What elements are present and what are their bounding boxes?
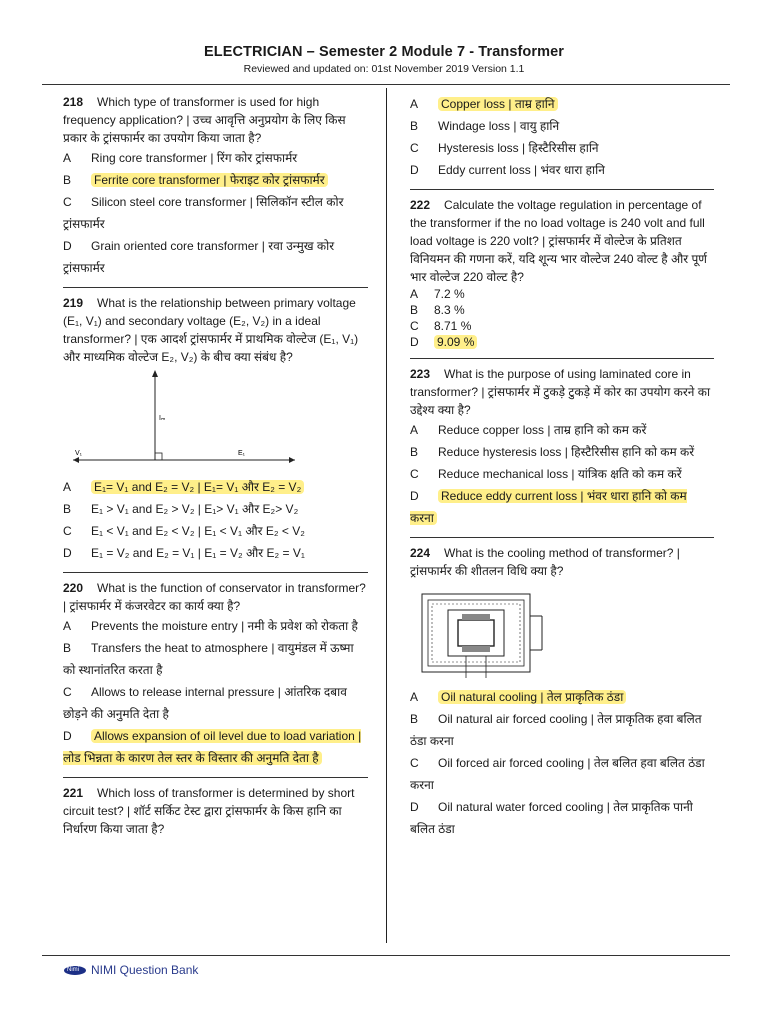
answer-highlight: E₁= V₁ and E₂ = V₂ | E₁= V₁ और E₂ = V₂ xyxy=(91,480,304,494)
option-d[interactable]: D 9.09 % xyxy=(410,334,714,350)
question-223 xyxy=(410,365,714,529)
question-separator xyxy=(410,537,714,538)
option-c[interactable]: C 8.71 % xyxy=(410,319,472,333)
question-text: Which type of transformer is used for high frequency application? | उच्च आवृत्ति अनुप्रयोग के लिए किस प्रकार के ट्रांसफार्मर का उपयोग किया जाता है? xyxy=(63,95,346,145)
nimi-logo-icon: Nimi xyxy=(64,966,86,975)
option-b[interactable]: B Transfers the heat to atmosphere | वायुमंडल में ऊष्मा को स्थानांतरित करता है xyxy=(63,641,354,677)
question-separator xyxy=(63,572,368,573)
question-text: What is the cooling method of transformer? | ट्रांसफार्मर की शीतलन विधि क्या है? xyxy=(410,546,680,578)
question-number: 224 xyxy=(410,546,431,560)
page-header xyxy=(0,44,768,75)
question-number: 218 xyxy=(63,95,84,109)
question-text: Calculate the voltage regulation in percentage of the transformer if the no load voltage is 240 volt and full load voltage is 220 volt? | ट्रांसफार्मर में वोल्टेज के प्रतिशत विनियमन की गणना करें, यदि शून्य भार वोल्टेज 240 वोल्ट है और पूर्ण भार वोल्टेज 220 वोल्ट है? xyxy=(410,198,707,284)
question-number: 219 xyxy=(63,296,84,310)
column-divider xyxy=(386,88,387,943)
option-c[interactable]: C Reduce mechanical loss | यांत्रिक क्षति को कम करें xyxy=(410,467,682,481)
left-column xyxy=(63,93,368,838)
answer-highlight: Reduce eddy current loss | भंवर धारा हानि को कम करना xyxy=(410,489,687,525)
option-a[interactable]: A E₁= V₁ and E₂ = V₂ | E₁= V₁ और E₂ = V₂ xyxy=(63,476,368,498)
option-b[interactable]: B Oil natural air forced cooling | तेल प्राकृतिक हवा बलित ठंडा करना xyxy=(410,712,702,748)
option-b[interactable]: B Ferrite core transformer | फेराइट कोर ट्रांसफार्मर xyxy=(63,169,368,191)
footer-rule xyxy=(42,955,730,956)
question-220 xyxy=(63,579,368,769)
answer-highlight: Copper loss | ताम्र हानि xyxy=(438,97,558,111)
question-218 xyxy=(63,93,368,279)
header-rule xyxy=(42,84,730,85)
question-221-options xyxy=(410,93,714,181)
question-number: 221 xyxy=(63,786,84,800)
question-221 xyxy=(63,784,368,838)
question-separator xyxy=(63,287,368,288)
footer xyxy=(64,963,198,977)
option-c[interactable]: C Allows to release internal pressure | आंतरिक दबाव छोड़ने की अनुमति देता है xyxy=(63,685,347,721)
option-c[interactable]: C Silicon steel core transformer | सिलिकॉन स्टील कोर ट्रांसफार्मर xyxy=(63,195,344,231)
question-text: What is the function of conservator in transformer? | ट्रांसफार्मर में कंजरवेटर का कार्य क्या है? xyxy=(63,581,366,613)
option-a[interactable]: A Oil natural cooling | तेल प्राकृतिक ठंडा xyxy=(410,686,714,708)
option-a[interactable]: A Reduce copper loss | ताम्र हानि को कम करें xyxy=(410,423,647,437)
question-separator xyxy=(63,777,368,778)
option-b[interactable]: B Reduce hysteresis loss | हिस्टैरिसीस हानि को कम करें xyxy=(410,445,695,459)
option-c[interactable]: C Hysteresis loss | हिस्टैरिसीस हानि xyxy=(410,141,599,155)
question-text: Which loss of transformer is determined by short circuit test? | शॉर्ट सर्किट टेस्ट द्वारा ट्रांसफार्मर के किस हानि का निर्धारण किया जाता है? xyxy=(63,786,355,836)
option-b[interactable]: B Windage loss | वायु हानि xyxy=(410,119,560,133)
question-text: What is the purpose of using laminated core in transformer? | ट्रांसफार्मर में टुकड़े टुकड़े में कोर का उपयोग करने का उद्देश्य क्या है? xyxy=(410,367,711,417)
option-b[interactable]: B 8.3 % xyxy=(410,303,465,317)
question-number: 222 xyxy=(410,198,431,212)
question-219 xyxy=(63,294,368,564)
im-label: Iₘ xyxy=(159,415,166,422)
right-column xyxy=(410,93,714,840)
option-d[interactable]: D Oil natural water forced cooling | तेल प्राकृतिक पानी बलित ठंडा xyxy=(410,800,693,836)
option-c[interactable]: C Oil forced air forced cooling | तेल बलित हवा बलित ठंडा करना xyxy=(410,756,705,792)
answer-highlight: Allows expansion of oil level due to load variation | लोड भिन्नता के कारण तेल स्तर के विस्तार की अनुमति देता है xyxy=(63,729,362,765)
answer-highlight: Oil natural cooling | तेल प्राकृतिक ठंडा xyxy=(438,690,626,704)
page-title: ELECTRICIAN – Semester 2 Module 7 - Transformer xyxy=(203,44,565,60)
option-d[interactable]: D Grain oriented core transformer | रवा उन्मुख कोर ट्रांसफार्मर xyxy=(63,239,335,275)
question-separator xyxy=(410,189,714,190)
option-a[interactable]: A 7.2 % xyxy=(410,287,465,301)
transformer-tank-diagram xyxy=(418,586,548,682)
phasor-diagram xyxy=(63,366,303,476)
question-text: What is the relationship between primary voltage (E₁, V₁) and secondary voltage (E₂, V₂) in a ideal transformer? | एक आदर्श ट्रांसफार्मर में प्राथमिक वोल्टेज (E₁, V₁) और माध्यमिक वोल्टेज E₂, V₂) के बीच क्या संबंध है? xyxy=(63,296,359,364)
answer-highlight: Ferrite core transformer | फेराइट कोर ट्रांसफार्मर xyxy=(91,173,328,187)
question-separator xyxy=(410,358,714,359)
question-number: 223 xyxy=(410,367,431,381)
question-number: 220 xyxy=(63,581,84,595)
option-b[interactable]: B E₁ > V₁ and E₂ > V₂ | E₁> V₁ और E₂> V₂ xyxy=(63,502,299,516)
footer-text: NIMI Question Bank xyxy=(91,963,199,977)
option-d[interactable]: D Allows expansion of oil level due to load variation | लोड भिन्नता के कारण तेल स्तर के विस्तार की अनुमति देता है xyxy=(63,729,362,765)
question-224 xyxy=(410,544,714,840)
answer-highlight: 9.09 % xyxy=(434,335,477,349)
option-a[interactable]: A Ring core transformer | रिंग कोर ट्रांसफार्मर xyxy=(63,151,298,165)
option-a[interactable]: A Copper loss | ताम्र हानि xyxy=(410,93,714,115)
v1-label: V₁ xyxy=(75,450,83,457)
option-c[interactable]: C E₁ < V₁ and E₂ < V₂ | E₁ < V₁ और E₂ < V₂ xyxy=(63,524,305,538)
option-d[interactable]: D Reduce eddy current loss | भंवर धारा हानि को कम करना xyxy=(410,489,687,525)
option-a[interactable]: A Prevents the moisture entry | नमी के प्रवेश को रोकता है xyxy=(63,619,358,633)
option-d[interactable]: D Eddy current loss | भंवर धारा हानि xyxy=(410,163,605,177)
option-d[interactable]: D E₁ = V₂ and E₂ = V₁ | E₁ = V₂ और E₂ = V₁ xyxy=(63,546,305,560)
page-subtitle: Reviewed and updated on: 01st November 2019 Version 1.1 xyxy=(243,63,525,75)
e1-label: E₁ xyxy=(238,450,246,457)
question-222 xyxy=(410,196,714,350)
